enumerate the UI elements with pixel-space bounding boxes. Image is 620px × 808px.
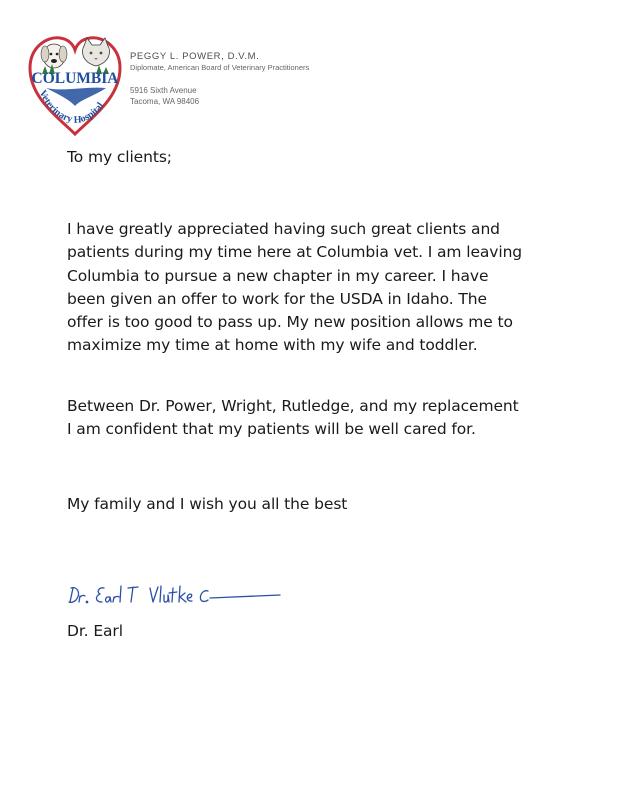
columbia-veterinary-logo [24,30,126,140]
paragraph-line: Columbia to pursue a new chapter in my career. I have [67,266,489,285]
letter-greeting: To my clients; [67,148,172,166]
letter-paragraph-1 [67,218,567,358]
logo-graphic [24,30,126,140]
cat-head-icon [82,38,109,66]
paragraph-line: maximize my time at home with my wife and toddler. [67,336,478,355]
paragraph-line: I am confident that my patients will be well cared for. [67,420,476,439]
letter-paragraph-2 [67,395,567,442]
doctor-credential: Diplomate, American Board of Veterinary Practitioners [130,63,310,72]
signature-graphic [64,576,284,610]
address-line-1: 5916 Sixth Avenue [130,86,197,95]
paragraph-line: patients during my time here at Columbia vet. I am leaving [67,243,523,262]
letter-signoff: Dr. Earl [67,622,123,640]
paragraph-line: I have greatly appreciated having such great clients and [67,220,500,238]
logo-subtitle: Veterinary Hospital [36,88,107,126]
paragraph-line: offer is too good to pass up. My new position allows me to [67,313,513,332]
doctor-name: PEGGY L. POWER, D.V.M. [130,51,260,62]
handwritten-signature [64,576,284,610]
letter-closing: My family and I wish you all the best [67,495,348,513]
dog-head-icon [41,44,67,68]
paragraph-line: Between Dr. Power, Wright, Rutledge, and my replacement [67,397,519,415]
address [130,85,309,107]
paragraph-line: been given an offer to work for the USDA in Idaho. The [67,289,487,308]
logo-wordmark: COLUMBIA [31,70,119,87]
address-line-2: Tacoma, WA 98406 [130,97,200,106]
letterhead [130,51,309,107]
